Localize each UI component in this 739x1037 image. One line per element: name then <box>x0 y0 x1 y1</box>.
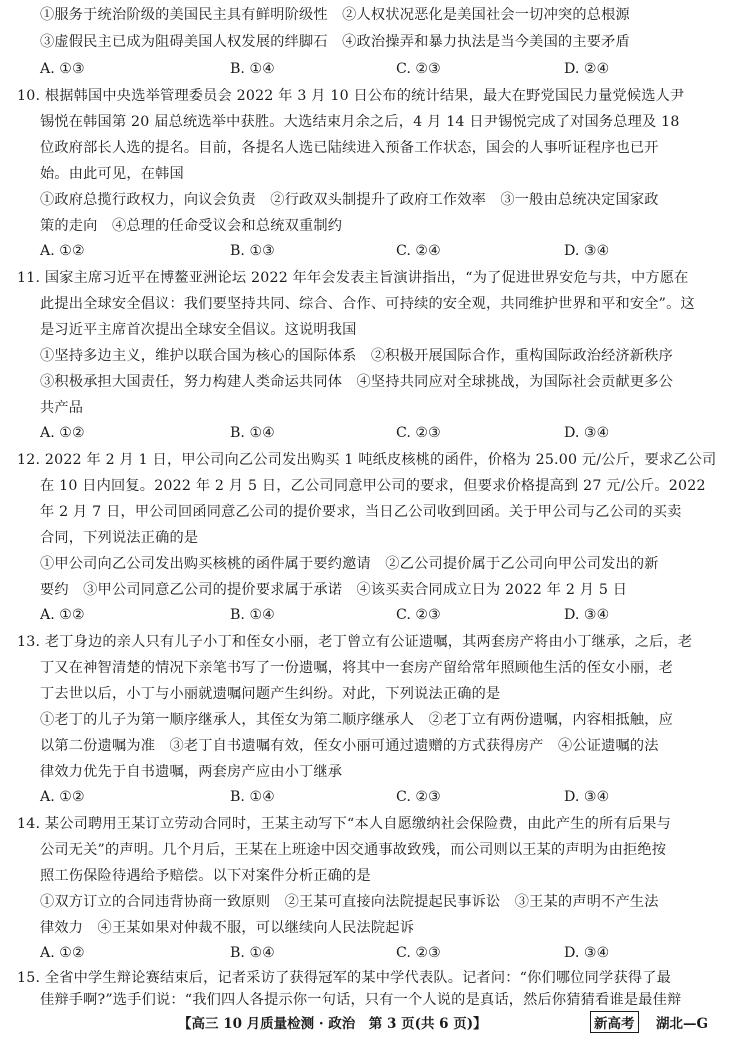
option-c: C. ②③ <box>396 789 441 805</box>
q9-choice-line: ③虚假民主已成为阻碍美国人权发展的绊脚石 ④政治操弄和暴力执法是当今美国的主要矛盾 <box>40 34 630 50</box>
option-b: B. ①③ <box>230 243 275 259</box>
q14-stem-line: 14. 某公司聘用王某订立劳动合同时，王某主动写下“本人自愿缴纳社会保险费，由此产生的所有后果与 <box>17 816 671 832</box>
option-b: B. ①④ <box>230 61 275 77</box>
option-d: D. ③④ <box>564 789 610 805</box>
option-d: D. ③④ <box>564 607 610 623</box>
q13-choice-line: 以第二份遗嘱为准 ③老丁自书遗嘱有效，侄女小丽可通过遗赠的方式获得房产 ④公证遗嘱的法 <box>40 738 659 754</box>
option-c: C. ②③ <box>396 945 441 961</box>
q13-stem-line: 丁去世以后，小丁与小丽就遗嘱问题产生纠纷。对此，下列说法正确的是 <box>40 686 501 702</box>
option-c: C. ②③ <box>396 61 441 77</box>
q11-choice-line: ①坚持多边主义，维护以联合国为核心的国际体系 ②积极开展国际合作，重构国际政治经济新秩序 <box>40 348 674 364</box>
q10-stem-line: 锡悦在韩国第 20 届总统选举中获胜。大选结束月余之后，4 月 14 日尹锡悦完成了对国务总理及 18 <box>40 114 680 130</box>
q14-choice-line: ①双方订立的合同违背协商一致原则 ②王某可直接向法院提起民事诉讼 ③王某的声明不产生法 <box>40 894 659 910</box>
q13-stem-line: 丁又在神智清楚的情况下亲笔书写了一份遗嘱，将其中一套房产留给常年照顾他生活的侄女小丽，老 <box>40 660 674 676</box>
q12-stem-line: 年 2 月 7 日，甲公司回函同意乙公司的提价要求，当日乙公司收到回函。关于甲公司与乙公司的买卖 <box>40 504 682 520</box>
option-d: D. ②④ <box>564 61 610 77</box>
q13-choice-line: 律效力优先于自书遗嘱，两套房产应由小丁继承 <box>40 764 343 780</box>
q12-choice-line: ①甲公司向乙公司发出购买核桃的函件属于要约邀请 ②乙公司提价属于乙公司向甲公司发出的新 <box>40 556 659 572</box>
option-c: C. ②③ <box>396 607 441 623</box>
option-a: A. ①② <box>40 945 85 961</box>
q11-options <box>40 425 723 443</box>
q10-stem-line: 始。由此可见，在韩国 <box>40 166 184 182</box>
q14-stem-line: 照工伤保险待遇给予赔偿。以下对案件分析正确的是 <box>40 868 371 884</box>
option-b: B. ①④ <box>230 945 275 961</box>
option-b: B. ①④ <box>230 607 275 623</box>
q12-options <box>40 607 723 625</box>
option-a: A. ①③ <box>40 61 85 77</box>
option-c: C. ②④ <box>396 243 441 259</box>
q11-stem-line: 此提出全球安全倡议：我们要坚持共同、综合、合作、可持续的安全观，共同维护世界和平和安全”。这 <box>40 296 695 312</box>
q13-stem-line: 13. 老丁身边的亲人只有儿子小丁和侄女小丽，老丁曾立有公证遗嘱，其两套房产将由小丁继承，之后，老 <box>17 634 693 650</box>
q12-choice-line: 要约 ③甲公司同意乙公司的提价要求属于承诺 ④该买卖合同成立日为 2022 年 2 月 5 日 <box>40 582 628 598</box>
page-footer <box>0 1012 739 1032</box>
option-b: B. ①④ <box>230 425 275 441</box>
q11-stem-line: 11. 国家主席习近平在博鳌亚洲论坛 2022 年年会发表主旨演讲指出，“为了促进世界安危与共，中方愿在 <box>17 270 689 286</box>
q11-choice-line: 共产品 <box>40 400 84 416</box>
q10-choice-line: 策的走向 ④总理的任命受议会和总统双重制约 <box>40 218 343 234</box>
q10-choice-line: ①政府总揽行政权力，向议会负责 ②行政双头制提升了政府工作效率 ③一般由总统决定国家政 <box>40 192 659 208</box>
option-c: C. ②③ <box>396 425 441 441</box>
q14-stem-line: 公司无关”的声明。几个月后，王某在上班途中因交通事故致残，而公司则以王某的声明为由拒绝按 <box>40 842 667 858</box>
footer-region: 湖北—G <box>656 1016 709 1032</box>
q12-stem-line: 12. 2022 年 2 月 1 日，甲公司向乙公司发出购买 1 吨纸皮核桃的函件，价格为 25.00 元/公斤，要求乙公司 <box>17 452 717 468</box>
q13-options <box>40 789 723 807</box>
option-b: B. ①④ <box>230 789 275 805</box>
footer-badge: 新高考 <box>590 1011 639 1033</box>
q11-stem-line: 是习近平主席首次提出全球安全倡议。这说明我国 <box>40 322 357 338</box>
option-d: D. ③④ <box>564 243 610 259</box>
q11-choice-line: ③积极承担大国责任，努力构建人类命运共同体 ④坚持共同应对全球挑战，为国际社会贡献更多公 <box>40 374 674 390</box>
option-a: A. ①② <box>40 607 85 623</box>
q12-stem-line: 在 10 日内回复。2022 年 2 月 5 日，乙公司同意甲公司的要求，但要求价格提高到 27 元/公斤。2022 <box>40 478 706 494</box>
option-a: A. ①② <box>40 425 85 441</box>
q13-choice-line: ①老丁的儿子为第一顺序继承人，其侄女为第二顺序继承人 ②老丁立有两份遗嘱，内容相抵触，应 <box>40 712 674 728</box>
footer-title: 【高三 10 月质量检测 · 政治 第 3 页(共 6 页)】 <box>178 1016 487 1032</box>
q9-options <box>40 61 723 79</box>
q14-choice-line: 律效力 ④王某如果对仲裁不服，可以继续向人民法院起诉 <box>40 920 415 936</box>
q10-stem-line: 位政府部长人选的提名。目前，各提名人选已陆续进入预备工作状态，国会的人事听证程序也已开 <box>40 140 659 156</box>
option-d: D. ③④ <box>564 425 610 441</box>
q12-stem-line: 合同，下列说法正确的是 <box>40 530 199 546</box>
option-a: A. ①② <box>40 789 85 805</box>
option-d: D. ③④ <box>564 945 610 961</box>
q15-stem-line: 佳辩手啊?”选手们说：“我们四人各提示你一句话，只有一个人说的是真话，然后你猜猜看谁是最佳辩 <box>40 992 682 1008</box>
q9-choice-line: ①服务于统治阶级的美国民主具有鲜明阶级性 ②人权状况恶化是美国社会一切冲突的总根源 <box>40 7 630 23</box>
q15-stem-line: 15. 全省中学生辩论赛结束后，记者采访了获得冠军的某中学代表队。记者问：“你们哪位同学获得了最 <box>17 970 671 986</box>
q10-stem-line: 10. 根据韩国中央选举管理委员会 2022 年 3 月 10 日公布的统计结果，最大在野党国民力量党候选人尹 <box>17 88 685 104</box>
q10-options <box>40 243 723 261</box>
option-a: A. ①② <box>40 243 85 259</box>
q14-options <box>40 945 723 963</box>
